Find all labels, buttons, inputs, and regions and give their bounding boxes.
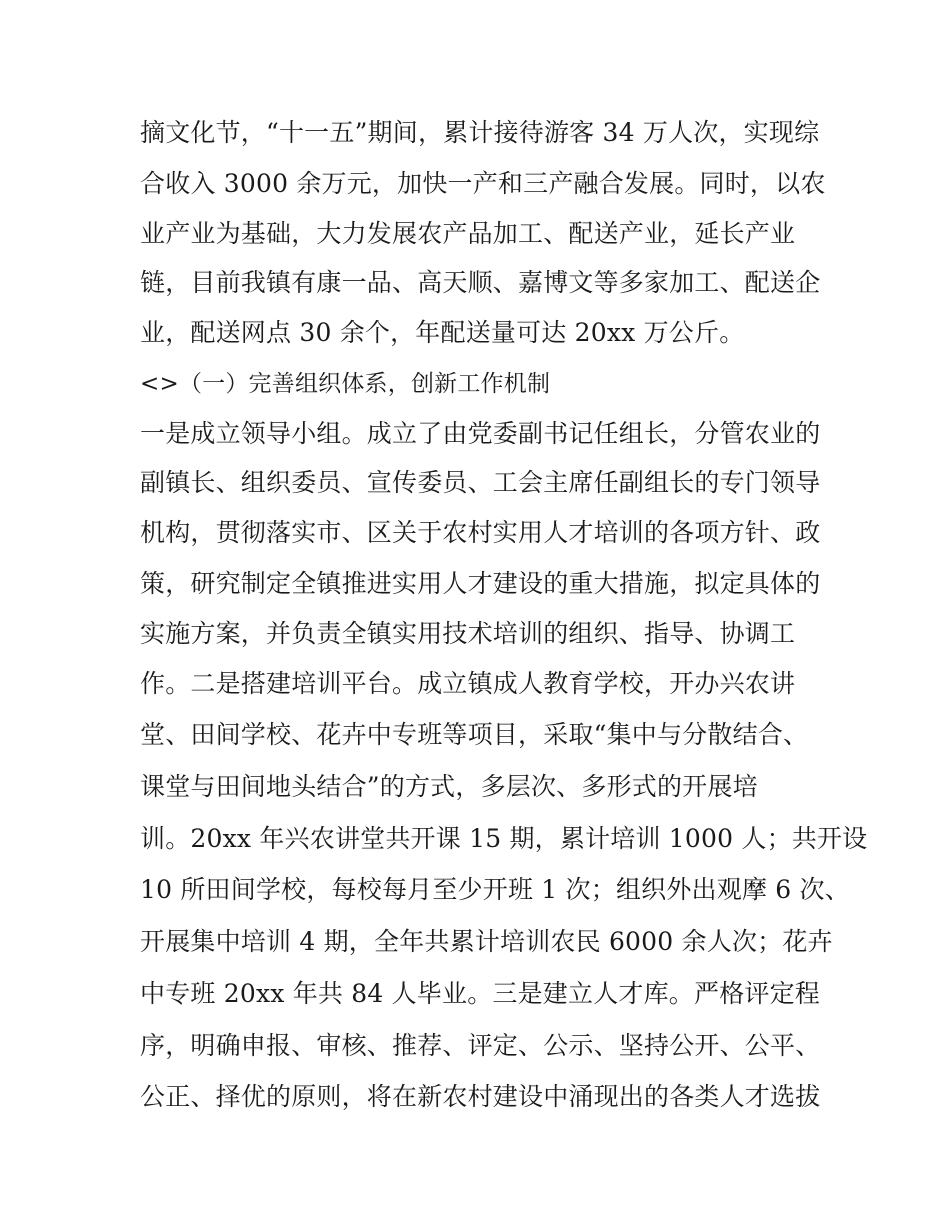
text-line: 课堂与田间地头结合”的方式，多层次、多形式的开展培 <box>140 772 758 801</box>
text-line: 作。二是搭建培训平台。成立镇成人教育学校，开办兴农讲 <box>140 669 796 698</box>
text-line: 策，研究制定全镇推进实用人才建设的重大措施，拟定具体的 <box>140 569 821 598</box>
text-line: 中专班 20xx 年共 84 人毕业。三是建立人才库。严格评定程 <box>140 979 821 1008</box>
text-line: 开展集中培训 4 期，全年共累计培训农民 6000 余人次；花卉 <box>140 927 833 956</box>
text-line: 序，明确申报、审核、推荐、评定、公示、坚持公开、公平、 <box>140 1031 821 1060</box>
text-line: 合收入 3000 余万元，加快一产和三产融合发展。同时，以农 <box>140 169 826 198</box>
text-line: 训。20xx 年兴农讲堂共开课 15 期，累计培训 1000 人；共开设 <box>140 824 868 853</box>
text-line: 公正、择优的原则，将在新农村建设中涌现出的各类人才选拔 <box>140 1082 821 1111</box>
text-line: 实施方案，并负责全镇实用技术培训的组织、指导、协调工 <box>140 619 796 648</box>
text-line: 副镇长、组织委员、宣传委员、工会主席任副组长的专门领导 <box>140 468 821 497</box>
text-line: 业产业为基础，大力发展农产品加工、配送产业，延长产业 <box>140 219 796 248</box>
text-line: 一是成立领导小组。成立了由党委副书记任组长，分管农业的 <box>140 419 821 448</box>
text-line: 机构，贯彻落实市、区关于农村实用人才培训的各项方针、政 <box>140 518 821 547</box>
text-line: 链，目前我镇有康一品、高天顺、嘉博文等多家加工、配送企 <box>140 268 821 297</box>
text-line: 业，配送网点 30 余个，年配送量可达 20xx 万公斤。 <box>140 318 745 347</box>
section-heading: <>（一）完善组织体系，创新工作机制 <box>140 371 551 397</box>
text-line: 10 所田间学校，每校每月至少开班 1 次；组织外出观摩 6 次、 <box>140 875 850 904</box>
text-line: 堂、田间学校、花卉中专班等项目，采取“集中与分散结合、 <box>140 720 809 749</box>
text-line: 摘文化节，“十一五”期间，累计接待游客 34 万人次，实现综 <box>140 118 820 147</box>
